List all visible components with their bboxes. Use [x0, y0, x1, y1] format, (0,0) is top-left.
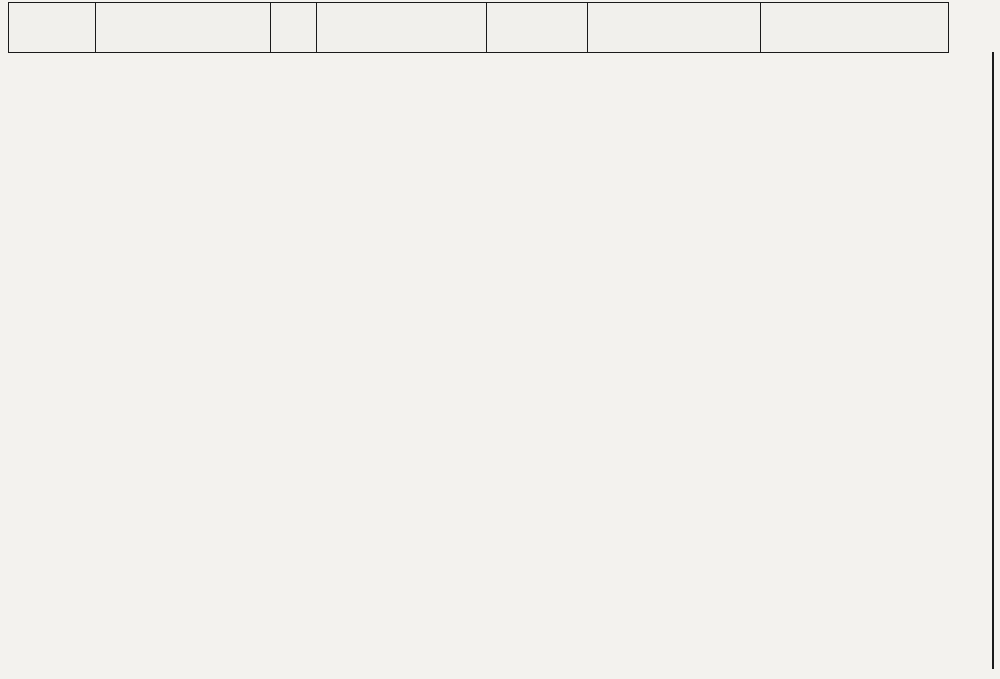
header-date	[9, 3, 96, 53]
production-units-table	[8, 2, 949, 669]
header-address	[588, 3, 761, 53]
header-employment	[271, 3, 317, 53]
table-body	[9, 53, 949, 669]
header-method	[96, 3, 271, 53]
row-number-border	[992, 52, 994, 669]
table-header-row	[9, 3, 949, 53]
header-field	[317, 3, 487, 53]
header-phone	[487, 3, 588, 53]
header-name	[761, 3, 949, 53]
